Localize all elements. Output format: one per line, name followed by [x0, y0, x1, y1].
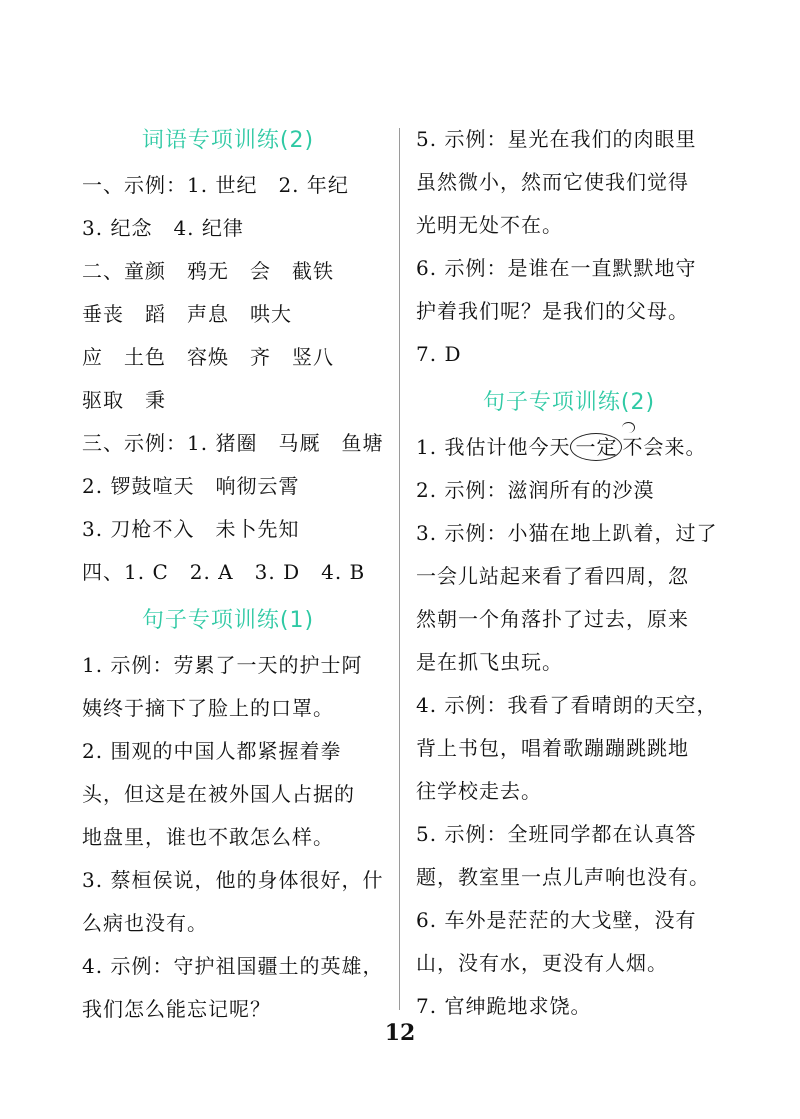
answer-line: 往学校走去。: [416, 779, 542, 803]
answer-line: 么病也没有。: [82, 911, 208, 935]
answer-line: 姨终于摘下了脸上的口罩。: [82, 696, 334, 720]
section-heading-vocab-2: 词语专项训练(2): [141, 128, 315, 153]
circled-word: 一定: [570, 433, 622, 461]
answer-line: 3. 蔡桓侯说，他的身体很好，什: [82, 868, 384, 892]
answer-line: 二、童颜 鸦无 会 截铁: [82, 259, 334, 283]
answer-line: 一、示例：1. 世纪 2. 年纪: [82, 173, 349, 197]
answer-line: 背上书包，唱着歌蹦蹦跳跳地: [416, 736, 689, 760]
answer-line: 山，没有水，更没有人烟。: [416, 951, 668, 975]
section-heading-sentence-1: 句子专项训练(1): [141, 608, 315, 633]
answer-line-circled: 1. 我估计他今天 一定 不会来。: [416, 435, 707, 459]
column-divider: [399, 128, 400, 1010]
answer-line: 垂丧 蹈 声息 哄大: [82, 302, 292, 326]
answer-line: 3. 刀枪不入 未卜先知: [82, 517, 300, 541]
answer-line: 四、1. C 2. A 3. D 4. B: [82, 560, 366, 584]
answer-line: 头，但这是在被外国人占据的: [82, 782, 355, 806]
answer-line: 题，教室里一点儿声响也没有。: [416, 865, 710, 889]
answer-line: 7. D: [416, 342, 462, 366]
answer-line: 三、示例：1. 猪圈 马厩 鱼塘: [82, 431, 384, 455]
answer-line: 光明无处不在。: [416, 213, 563, 237]
section-heading-sentence-2: 句子专项训练(2): [482, 390, 656, 415]
answer-line: 6. 示例：是谁在一直默默地守: [416, 256, 697, 280]
answer-line: 我们怎么能忘记呢？: [82, 997, 271, 1021]
answer-line: 护着我们呢？是我们的父母。: [416, 299, 689, 323]
answer-line: 2. 示例：滋润所有的沙漠: [416, 478, 655, 502]
answer-line: 4. 示例：守护祖国疆土的英雄，: [82, 954, 384, 978]
answer-line: 5. 示例：全班同学都在认真答: [416, 822, 697, 846]
answer-line: 驱取 秉: [82, 388, 166, 412]
answer-line: 1. 示例：劳累了一天的护士阿: [82, 653, 363, 677]
answer-line: 一会儿站起来看了看四周，忽: [416, 564, 689, 588]
answer-line: 7. 官绅跪地求饶。: [416, 994, 592, 1018]
answer-line: 2. 围观的中国人都紧握着拳: [82, 739, 342, 763]
left-column: [82, 118, 384, 1031]
answer-line: 然朝一个角落扑了过去，原来: [416, 607, 689, 631]
answer-line: 是在抓飞虫玩。: [416, 650, 563, 674]
answer-line: 4. 示例：我看了看晴朗的天空，: [416, 693, 718, 717]
answer-line: 3. 示例：小猫在地上趴着，过了: [416, 521, 718, 545]
page-number: 12: [384, 1020, 416, 1046]
answer-line: 5. 示例：星光在我们的肉眼里: [416, 127, 697, 151]
answer-line: 2. 锣鼓喧天 响彻云霄: [82, 474, 300, 498]
right-column: [416, 118, 722, 1028]
answer-line: 虽然微小，然而它使我们觉得: [416, 170, 689, 194]
answer-line: 应 土色 容焕 齐 竖八: [82, 345, 334, 369]
answer-line: 地盘里，谁也不敢怎么样。: [82, 825, 334, 849]
answer-line: 3. 纪念 4. 纪律: [82, 216, 244, 240]
answer-line: 6. 车外是茫茫的大戈壁，没有: [416, 908, 697, 932]
